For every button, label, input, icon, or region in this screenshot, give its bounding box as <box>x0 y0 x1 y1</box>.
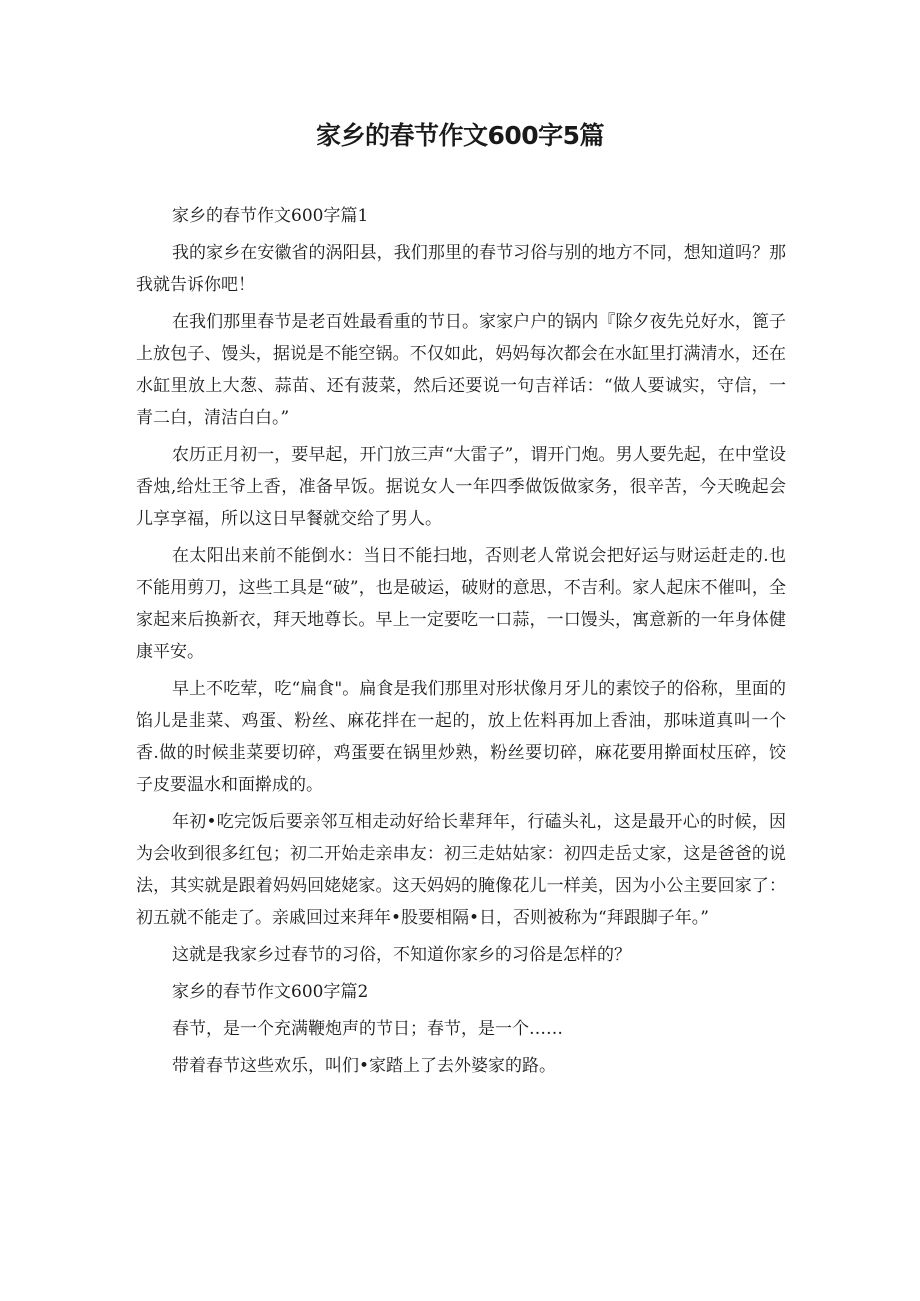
paragraph: 在我们那里春节是老百姓最看重的节日。家家户户的锅内『除夕夜先兑好水，篦子上放包子、馒头，据说是不能空锅。不仅如此，妈妈每次都会在水缸里打满清水，还在水缸里放上大葱、蒜苗、还有菠菜，然后还要说一句吉祥话：“做人要诚实，守信，一青二白，清洁白白。” <box>136 312 786 428</box>
section-1 <box>136 200 786 971</box>
paragraph: 这就是我家乡过春节的习俗，不知道你家乡的习俗是怎样的？ <box>172 945 631 965</box>
paragraph: 我的家乡在安徽省的涡阳县，我们那里的春节习俗与别的地方不同，想知道吗？那我就告诉你吧！ <box>136 243 786 295</box>
document-title: 家乡的春节作文600字5篇 <box>315 121 605 150</box>
paragraph: 农历正月初一，要早起，开门放三声“大雷子”，谓开门炮。男人要先起，在中堂设香烛,给灶王爷上香，准备早饭。据说女人一年四季做饭做家务，很辛苦，今天晚起会儿享享福，所以这日早餐就交给了男人。 <box>136 445 786 529</box>
paragraph: 早上不吃荤，吃“扁食"。扁食是我们那里对形状像月牙儿的素饺子的俗称，里面的馅儿是韭菜、鸡蛋、粉丝、麻花拌在一起的，放上佐料再加上香油，那味道真叫一个香.做的时候韭菜要切碎，鸡蛋要在锅里炒熟，粉丝要切碎，麻花要用擀面杖压碎，饺子皮要温水和面擀成的。 <box>136 679 786 795</box>
section-2 <box>136 976 786 1082</box>
section-heading: 家乡的春节作文600字篇1 <box>172 206 369 226</box>
paragraph: 带着春节这些欢乐，叫们•家踏上了去外婆家的路。 <box>172 1056 557 1076</box>
document-body <box>136 200 786 1087</box>
paragraph: 在太阳出来前不能倒水：当日不能扫地，否则老人常说会把好运与财运赶走的.也不能用剪刀，这些工具是“破”，也是破运，破财的意思，不吉利。家人起床不催叫，全家起来后换新衣，拜天地尊长。早上一定要吃一口蒜，一口馒头，寓意新的一年身体健康平安。 <box>136 546 786 662</box>
paragraph: 春节，是一个充满鞭炮声的节日；春节，是一个…… <box>172 1019 563 1039</box>
section-heading: 家乡的春节作文600字篇2 <box>172 982 369 1002</box>
paragraph: 年初•吃完饭后要亲邻互相走动好给长辈拜年，行磕头礼，这是最开心的时候，因为会收到很多红包；初二开始走亲串友：初三走姑姑家：初四走岳丈家，这是爸爸的说法，其实就是跟着妈妈回姥姥家。这天妈妈的腌像花儿一样美，因为小公主要回家了：初五就不能走了。亲戚回过来拜年•股要相隔•日，否则被称为“拜跟脚子年。” <box>136 812 786 928</box>
